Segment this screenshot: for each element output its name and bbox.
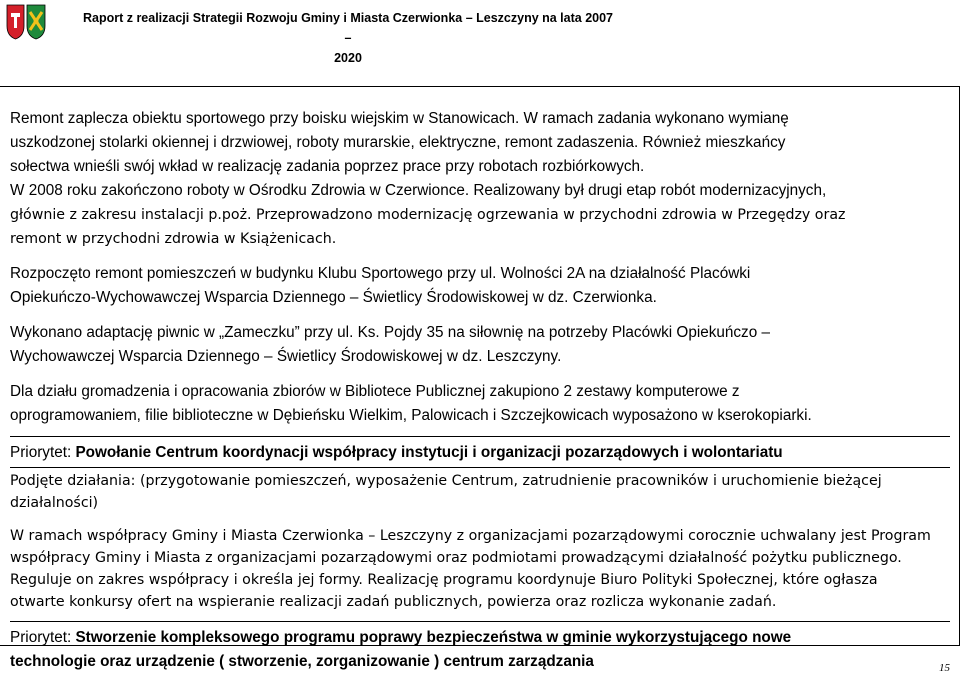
text-line: głównie z zakresu instalacji p.poż. Przeprowadzono modernizację ogrzewania w przychodni zdrowia w Przegędzy oraz (10, 207, 846, 223)
section-divider (10, 436, 950, 437)
text-line: Wykonano adaptację piwnic w „Zameczku” przy ul. Ks. Pojdy 35 na siłownię na potrzeby Placówki Opiekuńczo – (10, 324, 770, 341)
text-line: Wychowawczej Wsparcia Dziennego – Świetlicy Środowiskowej w dz. Leszczyny. (10, 348, 562, 365)
paragraph-sports-club (10, 262, 950, 310)
text-line: Opiekuńczo-Wychowawczej Wsparcia Dziennego – Świetlicy Środowiskowej w dz. Czerwionka. (10, 289, 657, 306)
text-line: W ramach współpracy Gminy i Miasta Czerwionka – Leszczyny z organizacjami pozarządowymi corocznie uchwalany jest Program (10, 528, 931, 544)
coat-of-arms-icon (6, 4, 46, 40)
header-title-line-1: Raport z realizacji Strategii Rozwoju Gminy i Miasta Czerwionka – Leszczyny na lata 2007 – (82, 11, 614, 45)
paragraph-renovations (10, 107, 950, 251)
priority-prefix: Priorytet: (10, 629, 76, 646)
priority-title-line-1: Stworzenie kompleksowego programu poprawy bezpieczeństwa w gminie wykorzystującego nowe (75, 629, 792, 646)
priority-1-heading (10, 441, 950, 465)
page-number: 15 (939, 662, 950, 674)
priority-prefix: Priorytet: (10, 444, 76, 461)
text-line: Dla działu gromadzenia i opracowania zbiorów w Bibliotece Publicznej zakupiono 2 zestawy komputerowe z (10, 383, 740, 400)
text-line: W 2008 roku zakończono roboty w Ośrodku Zdrowia w Czerwionce. Realizowany był drugi etap robót modernizacyjnych, (10, 182, 827, 199)
priority-1-actions (10, 470, 950, 514)
header-title-line-2: 2020 (334, 51, 362, 65)
priority-title-line-2: technologie oraz urządzenie ( stworzenie, zorganizowanie ) centrum zarządzania (10, 653, 594, 670)
text-line: otwarte konkursy ofert na wspieranie realizacji zadań publicznych, powierza oraz rozlicza wykonanie zadań. (10, 594, 777, 610)
paragraph-library (10, 380, 950, 428)
text-line: Reguluje on zakres współpracy i określa jej formy. Realizację programu koordynuje Biuro Polityki Społecznej, które ogłasza (10, 572, 878, 588)
priority-1-body (10, 525, 950, 613)
priority-title: Powołanie Centrum koordynacji współpracy instytucji i organizacji pozarządowych i wolontariatu (75, 444, 783, 461)
text-line: uszkodzonej stolarki okiennej i drzwiowej, roboty murarskie, elektryczne, remont zadaszenia. Również mieszkańcy (10, 134, 786, 151)
coat-of-arms-logos (6, 4, 42, 40)
text-line: współpracy Gminy i Miasta z organizacjami pozarządowymi oraz podmiotami prowadzącymi działalność pożytku publicznego. (10, 550, 902, 566)
section-divider (10, 621, 950, 622)
header-title (78, 8, 618, 68)
priority-2-heading (10, 626, 950, 674)
text-line: Remont zaplecza obiektu sportowego przy boisku wiejskim w Stanowicach. W ramach zadania wykonano wymianę (10, 110, 789, 127)
paragraph-zameczek (10, 321, 950, 369)
text-line: Podjęte działania: (przygotowanie pomieszczeń, wyposażenie Centrum, zatrudnienie pracowników i uruchomienie bieżącej (10, 473, 882, 489)
text-line: oprogramowaniem, filie biblioteczne w Dębieńsku Wielkim, Palowicach i Szczejkowicach wyposażono w kserokopiarki. (10, 407, 812, 424)
section-divider (10, 467, 950, 468)
text-line: sołectwa wnieśli swój wkład w realizację zadania poprzez prace przy robotach rozbiórkowych. (10, 158, 645, 175)
text-line: działalności) (10, 495, 99, 511)
text-line: Rozpoczęto remont pomieszczeń w budynku Klubu Sportowego przy ul. Wolności 2A na działalność Placówki (10, 265, 751, 282)
report-content (10, 107, 950, 674)
text-line: remont w przychodni zdrowia w Książenicach. (10, 231, 337, 247)
